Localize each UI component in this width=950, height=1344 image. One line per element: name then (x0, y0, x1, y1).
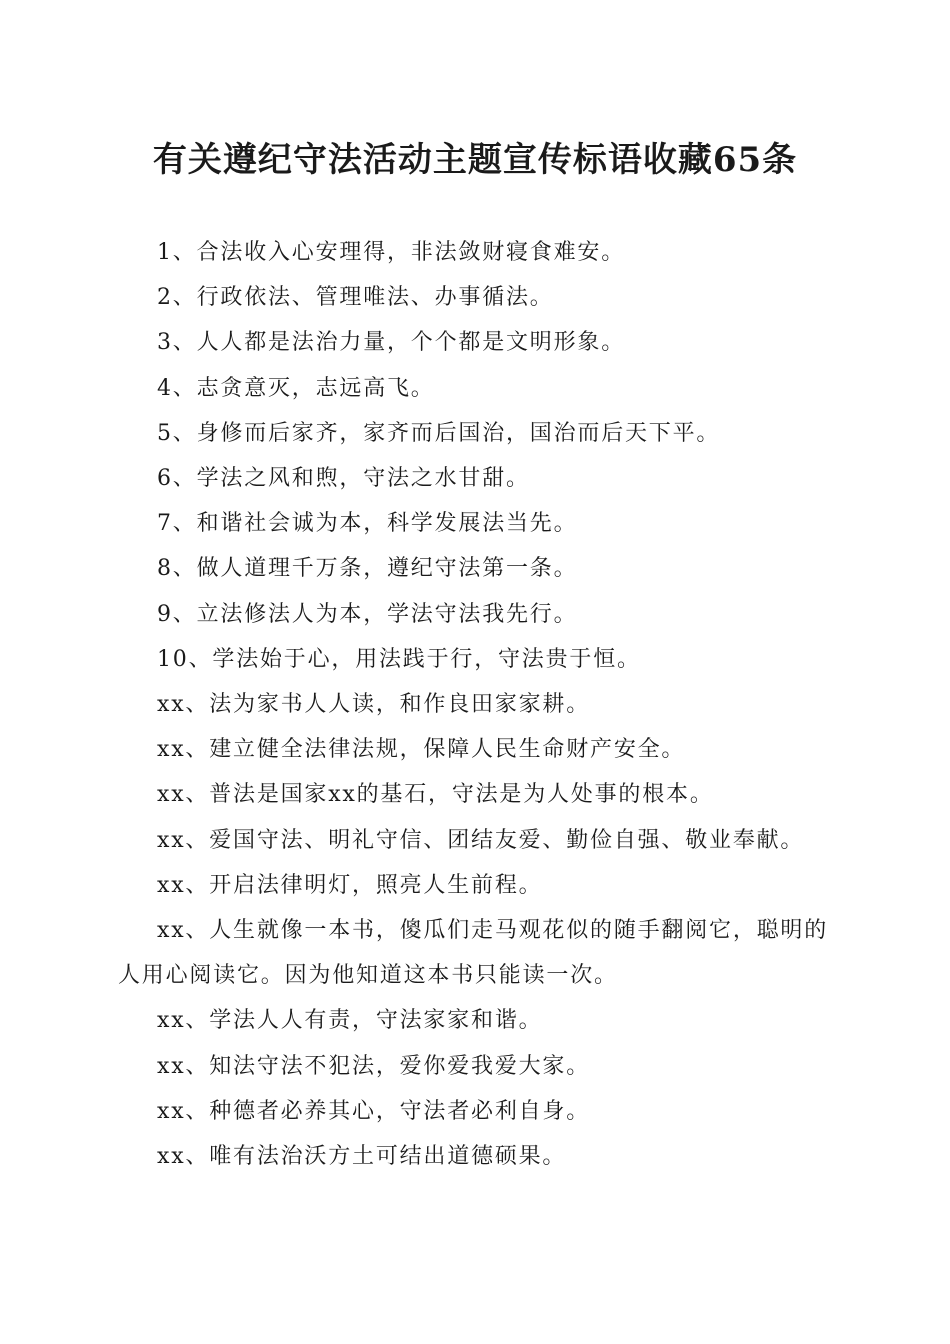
list-item: xx、法为家书人人读，和作良田家家耕。 (157, 692, 591, 718)
list-item: xx、知法守法不犯法，爱你爱我爱大家。 (157, 1053, 591, 1079)
list-item: xx、开启法律明灯，照亮人生前程。 (157, 872, 543, 898)
list-item: 2、行政依法、管理唯法、办事循法。 (157, 285, 554, 311)
list-item: 1、合法收入心安理得，非法敛财寝食难安。 (157, 240, 625, 265)
list-item: 5、身修而后家齐，家齐而后国治，国治而后天下平。 (157, 420, 721, 446)
list-item: xx、普法是国家xx的基石，守法是为人处事的根本。 (157, 782, 714, 808)
document-title: 有关遵纪守法活动主题宣传标语收藏65条 (152, 140, 798, 180)
list-item: 6、学法之风和煦，守法之水甘甜。 (157, 466, 530, 492)
slogan-list (118, 230, 838, 1179)
list-item: 9、立法修法人为本，学法守法我先行。 (157, 601, 578, 627)
list-item: 7、和谐社会诚为本，科学发展法当先。 (157, 511, 578, 537)
list-item: 3、人人都是法治力量，个个都是文明形象。 (157, 330, 625, 356)
list-item: 4、志贪意灭，志远高飞。 (157, 375, 435, 401)
list-item: 8、做人道理千万条，遵纪守法第一条。 (157, 556, 578, 582)
list-item: xx、人生就像一本书，傻瓜们走马观花似的随手翻阅它，聪明的人用心阅读它。因为他知道这本书只能读一次。 (118, 918, 829, 989)
list-item: xx、爱国守法、明礼守信、团结友爱、勤俭自强、敬业奉献。 (157, 827, 805, 853)
list-item: 10、学法始于心，用法践于行，守法贵于恒。 (157, 646, 641, 672)
list-item: xx、种德者必养其心，守法者必利自身。 (157, 1098, 591, 1124)
list-item: xx、建立健全法律法规，保障人民生命财产安全。 (157, 737, 686, 763)
list-item: xx、唯有法治沃方土可结出道德硕果。 (157, 1144, 567, 1170)
list-item: xx、学法人人有责，守法家家和谐。 (157, 1008, 543, 1034)
